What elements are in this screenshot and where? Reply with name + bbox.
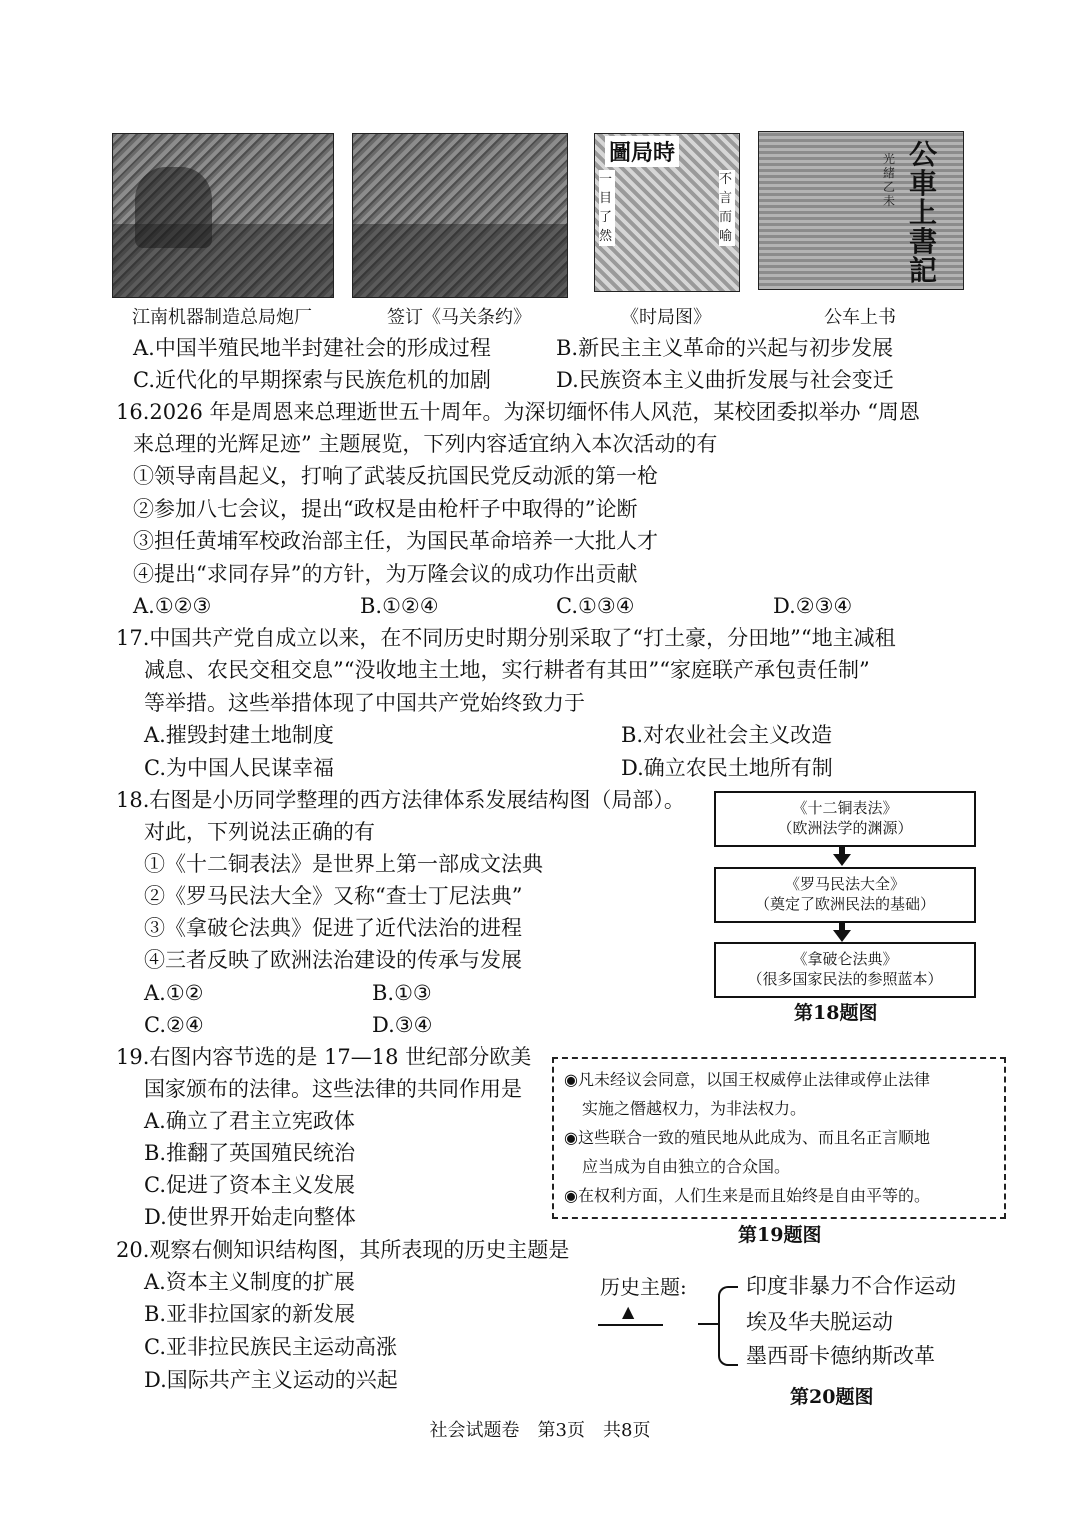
q20-option-c: C.亚非拉民族民主运动高涨 <box>144 1335 397 1359</box>
q18-fig-box-3 <box>714 942 976 998</box>
q17-option-d: D.确立农民土地所有制 <box>621 756 833 780</box>
photo-shiju-map <box>594 133 740 292</box>
caption-shiju-map: 《时局图》 <box>621 307 711 328</box>
q19-stem-line-2: 国家颁布的法律。这些法律的共同作用是 <box>144 1077 522 1101</box>
q16-option-a: A.①②③ <box>133 594 212 618</box>
q18-item-4: ④三者反映了欧洲法治建设的传承与发展 <box>144 948 522 972</box>
q19-option-b: B.推翻了英国殖民统治 <box>144 1141 356 1165</box>
q18-fig-arrow-2-icon <box>833 930 851 942</box>
photo-gongche-shangshu <box>758 131 964 290</box>
shiju-map-header: 圖局時 <box>605 136 679 167</box>
caption-gongche-shangshu: 公车上书 <box>824 307 896 328</box>
q18-fig-box-1 <box>714 791 976 847</box>
q20-figure-label: 第20题图 <box>790 1386 874 1408</box>
q16-item-4: ④提出“求同存异”的方针，为万隆会议的成功作出贡献 <box>133 562 638 586</box>
shiju-map-right-text: 不言而喻 <box>719 170 735 246</box>
q20-option-d: D.国际共产主义运动的兴起 <box>144 1368 398 1392</box>
q18-fig-box-2-title: 《罗马民法大全》 <box>784 875 905 893</box>
q20-stem: 20.观察右侧知识结构图，其所表现的历史主题是 <box>116 1238 570 1262</box>
q20-blank-line <box>598 1324 663 1326</box>
q18-item-2: ②《罗马民法大全》又称“查士丁尼法典” <box>144 884 523 908</box>
q16-item-2: ②参加八七会议，提出“政权是由枪杆子中取得的”论断 <box>133 497 638 521</box>
q18-stem-line-2: 对此，下列说法正确的有 <box>144 820 375 844</box>
q18-option-a: A.①② <box>144 981 204 1005</box>
q16-stem-line-1: 16.2026 年是周恩来总理逝世五十周年。为深切缅怀伟人风范，某校团委拟举办 “周恩 <box>116 400 920 424</box>
q18-item-1: ①《十二铜表法》是世界上第一部成文法典 <box>144 852 543 876</box>
photo-jiangnan-arsenal <box>112 133 334 298</box>
q20-brace-tip <box>698 1323 718 1325</box>
q15-option-b: B.新民主主义革命的兴起与初步发展 <box>556 336 894 360</box>
q18-figure-label: 第18题图 <box>794 1002 878 1024</box>
q19-fig-line-3: ◉这些联合一致的殖民地从此成为、而且名正言顺地 <box>564 1128 930 1147</box>
q18-option-b: B.①③ <box>372 981 432 1005</box>
q17-option-a: A.摧毁封建土地制度 <box>144 723 334 747</box>
q20-theme-label: 历史主题: <box>600 1275 687 1299</box>
q18-option-d: D.③④ <box>372 1013 433 1037</box>
photo-treaty-signing <box>352 133 568 298</box>
page-footer: 社会试题卷 第3页 共8页 <box>429 1420 651 1441</box>
q16-option-d: D.②③④ <box>773 594 853 618</box>
q19-option-d: D.使世界开始走向整体 <box>144 1205 356 1229</box>
q19-fig-line-2: 实施之僭越权力，为非法权力。 <box>582 1099 807 1118</box>
q17-stem-line-2: 减息、农民交租交息”“没收地主土地，实行耕者有其田”“家庭联产承包责任制” <box>144 658 870 682</box>
q18-fig-box-1-note: （欧洲法学的渊源） <box>777 819 913 837</box>
q19-option-c: C.促进了资本主义发展 <box>144 1173 355 1197</box>
q18-fig-box-1-title: 《十二铜表法》 <box>792 799 898 817</box>
q20-branch-2: 埃及华夫脱运动 <box>746 1310 893 1334</box>
q16-option-b: B.①②④ <box>360 594 439 618</box>
q20-option-a: A.资本主义制度的扩展 <box>144 1270 355 1294</box>
q19-fig-line-4: 应当成为自由独立的合众国。 <box>582 1157 791 1176</box>
q18-fig-arrow-1-icon <box>833 854 851 866</box>
q18-fig-box-3-title: 《拿破仑法典》 <box>792 950 898 968</box>
q17-stem-line-1: 17.中国共产党自成立以来，在不同历史时期分别采取了“打土豪，分田地”“地主减租 <box>116 626 896 650</box>
q18-fig-box-2 <box>714 867 976 923</box>
gongche-side-text: 光緒乙未 <box>883 152 896 208</box>
q19-fig-line-5: ◉在权利方面，人们生来是而且始终是自由平等的。 <box>564 1186 930 1205</box>
q18-option-c: C.②④ <box>144 1013 204 1037</box>
q16-option-c: C.①③④ <box>556 594 635 618</box>
q19-figure-label: 第19题图 <box>738 1224 822 1246</box>
q20-branch-3: 墨西哥卡德纳斯改革 <box>746 1344 935 1368</box>
q16-item-3: ③担任黄埔军校政治部主任，为国民革命培养一大批人才 <box>133 529 658 553</box>
q15-option-d: D.民族资本主义曲折发展与社会变迁 <box>556 368 894 392</box>
q20-blank-triangle: ▲ <box>622 1302 635 1321</box>
q15-option-a: A.中国半殖民地半封建社会的形成过程 <box>133 336 491 360</box>
q20-brace <box>718 1286 738 1366</box>
q18-item-3: ③《拿破仑法典》促进了近代法治的进程 <box>144 916 522 940</box>
q16-stem-line-2: 来总理的光辉足迹” 主题展览，下列内容适宜纳入本次活动的有 <box>133 432 718 456</box>
q20-branch-1: 印度非暴力不合作运动 <box>746 1274 956 1298</box>
gongche-header: 公車上書記 <box>909 138 938 287</box>
caption-jiangnan-arsenal: 江南机器制造总局炮厂 <box>132 307 312 328</box>
q18-fig-box-2-note: （奠定了欧洲民法的基础） <box>754 895 935 913</box>
caption-treaty-signing: 签订《马关条约》 <box>387 307 531 328</box>
q17-stem-line-3: 等举措。这些举措体现了中国共产党始终致力于 <box>144 691 585 715</box>
q19-stem-line-1: 19.右图内容节选的是 17—18 世纪部分欧美 <box>116 1045 532 1069</box>
q17-option-c: C.为中国人民谋幸福 <box>144 756 334 780</box>
q15-option-c: C.近代化的早期探索与民族危机的加剧 <box>133 368 491 392</box>
q17-option-b: B.对农业社会主义改造 <box>621 723 833 747</box>
q20-option-b: B.亚非拉国家的新发展 <box>144 1302 356 1326</box>
shiju-map-left-text: 一目了然 <box>599 170 615 246</box>
q19-figure-box <box>552 1057 1006 1219</box>
q18-stem-line-1: 18.右图是小历同学整理的西方法律体系发展结构图（局部）。 <box>116 788 685 812</box>
q18-fig-box-3-note: （很多国家民法的参照蓝本） <box>747 970 943 988</box>
q19-option-a: A.确立了君主立宪政体 <box>144 1109 355 1133</box>
q19-fig-line-1: ◉凡未经议会同意，以国王权威停止法律或停止法律 <box>564 1070 930 1089</box>
q16-item-1: ①领导南昌起义，打响了武装反抗国民党反动派的第一枪 <box>133 464 658 488</box>
